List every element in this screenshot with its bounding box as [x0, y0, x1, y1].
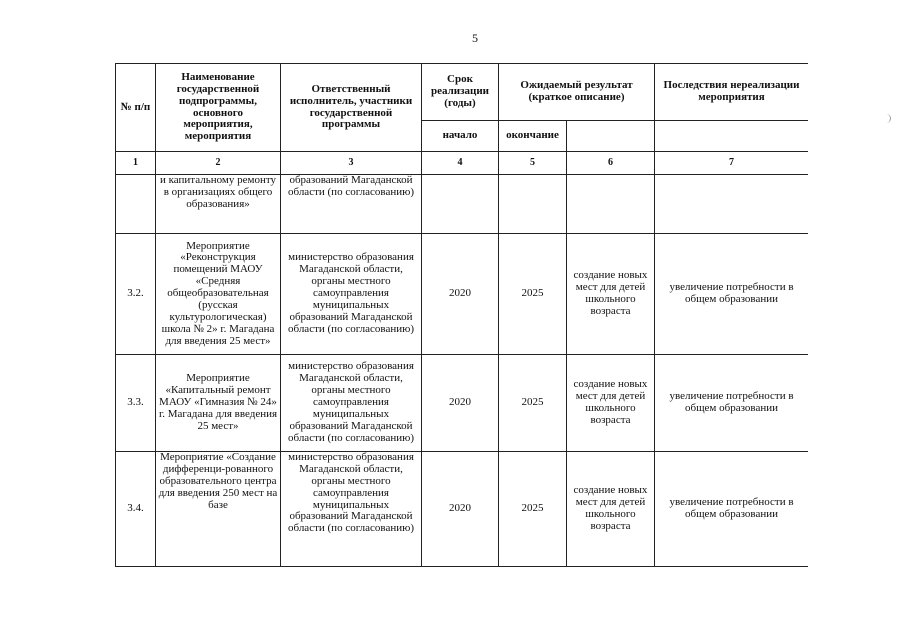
header-num: № п/п	[116, 64, 156, 152]
table-row	[116, 234, 809, 355]
cell-responsible: образований Магаданской области (по согласованию)	[281, 175, 422, 234]
column-number: 7	[655, 152, 809, 175]
cell-name: Мероприятие «Создание дифференци-рованного образовательного центра для введения 250 мест на базе	[156, 452, 281, 567]
column-number: 5	[499, 152, 567, 175]
cell-end: 2025	[499, 355, 567, 452]
table-row	[116, 452, 809, 567]
cell-num: 3.3.	[116, 355, 156, 452]
cell-end: 2025	[499, 234, 567, 355]
cell-name: Мероприятие «Капитальный ремонт МАОУ «Гимназия № 24» г. Магадана для введения 25 мест»	[156, 355, 281, 452]
cell-num: 3.2.	[116, 234, 156, 355]
cell-consequences: увеличение потребности в общем образовании	[655, 234, 809, 355]
cell-result: создание новых мест для детей школьного возраста	[567, 355, 655, 452]
header-end: окончание	[499, 121, 567, 152]
column-numbers-row	[116, 152, 809, 175]
cell-consequences: увеличение потребности в общем образовании	[655, 452, 809, 567]
cell-start: 2020	[422, 355, 499, 452]
cell-result: создание новых мест для детей школьного возраста	[567, 234, 655, 355]
cell-name: Мероприятие «Реконструкция помещений МАОУ «Средняя общеобразовательная (русская культурологическая) школа № 2» г. Магадана для введения 25 мест»	[156, 234, 281, 355]
column-number: 6	[567, 152, 655, 175]
header-consequences: Последствия нереализации мероприятия	[655, 64, 809, 121]
header-result: Ожидаемый результат (краткое описание)	[499, 64, 655, 121]
cell-start: 2020	[422, 234, 499, 355]
cell-start	[422, 175, 499, 234]
cell-result	[567, 175, 655, 234]
header-term: Срок реализации (годы)	[422, 64, 499, 121]
margin-bracket-mark	[885, 114, 891, 123]
column-number: 3	[281, 152, 422, 175]
cell-end: 2025	[499, 452, 567, 567]
cell-responsible: министерство образования Магаданской области, органы местного самоуправления муниципальных образований Магаданской области (по согласованию)	[281, 452, 422, 567]
column-number: 1	[116, 152, 156, 175]
cell-responsible: министерство образования Магаданской области, органы местного самоуправления муниципальных образований Магаданской области (по согласованию)	[281, 355, 422, 452]
header-responsible: Ответственный исполнитель, участники государственной программы	[281, 64, 422, 152]
header-empty-7	[655, 121, 809, 152]
cell-name: и капитальному ремонту в организациях общего образования»	[156, 175, 281, 234]
cell-end	[499, 175, 567, 234]
program-table-container	[115, 63, 808, 575]
cell-result: создание новых мест для детей школьного возраста	[567, 452, 655, 567]
header-row	[116, 64, 809, 121]
cell-num: 3.4.	[116, 452, 156, 567]
header-start: начало	[422, 121, 499, 152]
cell-num	[116, 175, 156, 234]
program-activities-table	[115, 63, 808, 567]
cell-responsible: министерство образования Магаданской области, органы местного самоуправления муниципальных образований Магаданской области (по согласованию)	[281, 234, 422, 355]
cell-consequences: увеличение потребности в общем образовании	[655, 355, 809, 452]
header-empty-6	[567, 121, 655, 152]
page-number: 5	[472, 31, 478, 45]
column-number: 2	[156, 152, 281, 175]
column-number: 4	[422, 152, 499, 175]
cell-consequences	[655, 175, 809, 234]
header-name: Наименование государственной подпрограммы, основного мероприятия, мероприятия	[156, 64, 281, 152]
cell-start: 2020	[422, 452, 499, 567]
table-row	[116, 355, 809, 452]
table-row-continuation	[116, 175, 809, 234]
